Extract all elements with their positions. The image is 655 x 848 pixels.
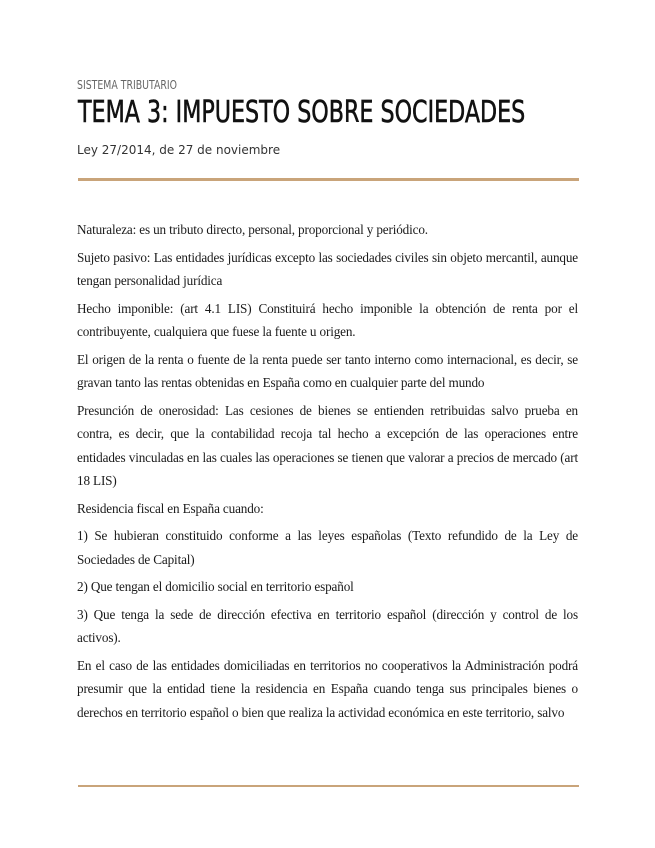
paragraph-sujeto-pasivo: Sujeto pasivo: Las entidades jurídicas excepto las sociedades civiles sin objeto mercantil, aunque tengan personalidad jurídica: [77, 249, 578, 288]
paragraph-naturaleza: Naturaleza: es un tributo directo, personal, proporcional y periódico.: [77, 222, 428, 237]
paragraph-onerosidad: Presunción de onerosidad: Las cesiones de bienes se entienden retribuidas salvo prueba en contra, es decir, que la contabilidad recoja tal hecho a excepción de las operaciones entre entidades vinculadas en las cuales las operaciones se tienen que valorar a precios de mercado (art 18 LIS): [77, 402, 578, 488]
paragraph-residencia: Residencia fiscal en España cuando:: [77, 500, 264, 516]
top-divider: [78, 178, 579, 181]
paragraph-origen-renta: El origen de la renta o fuente de la renta puede ser tanto interno como internacional, es decir, se gravan tanto las rentas obtenidas en España como en cualquier parte del mundo: [77, 351, 578, 390]
section-kicker: SISTEMA TRIBUTARIO: [77, 78, 178, 92]
paragraph-territorios-no-cooperativos: En el caso de las entidades domiciliadas en territorios no cooperativos la Administración podrá presumir que la entidad tiene la residencia en España cuando tenga sus principales bienes o derechos en territorio español o bien que realiza la actividad económica en este territorio, salvo: [77, 657, 578, 720]
list-item-2: 2) Que tengan el domicilio social en territorio español: [77, 579, 354, 594]
bottom-divider: [78, 785, 579, 787]
list-item-3: 3) Que tenga la sede de dirección efectiva en territorio español (dirección y control de los activos).: [77, 606, 578, 645]
law-reference: Ley 27/2014, de 27 de noviembre: [77, 143, 281, 157]
paragraph-hecho-imponible: Hecho imponible: (art 4.1 LIS) Constituirá hecho imponible la obtención de renta por el contribuyente, cualquiera que fuese la fuente u origen.: [77, 300, 578, 339]
document-body: [77, 218, 578, 724]
page-title: TEMA 3: IMPUESTO SOBRE SOCIEDADES: [78, 95, 526, 130]
list-item-1: 1) Se hubieran constituido conforme a las leyes españolas (Texto refundido de la Ley de Sociedades de Capital): [77, 528, 578, 567]
